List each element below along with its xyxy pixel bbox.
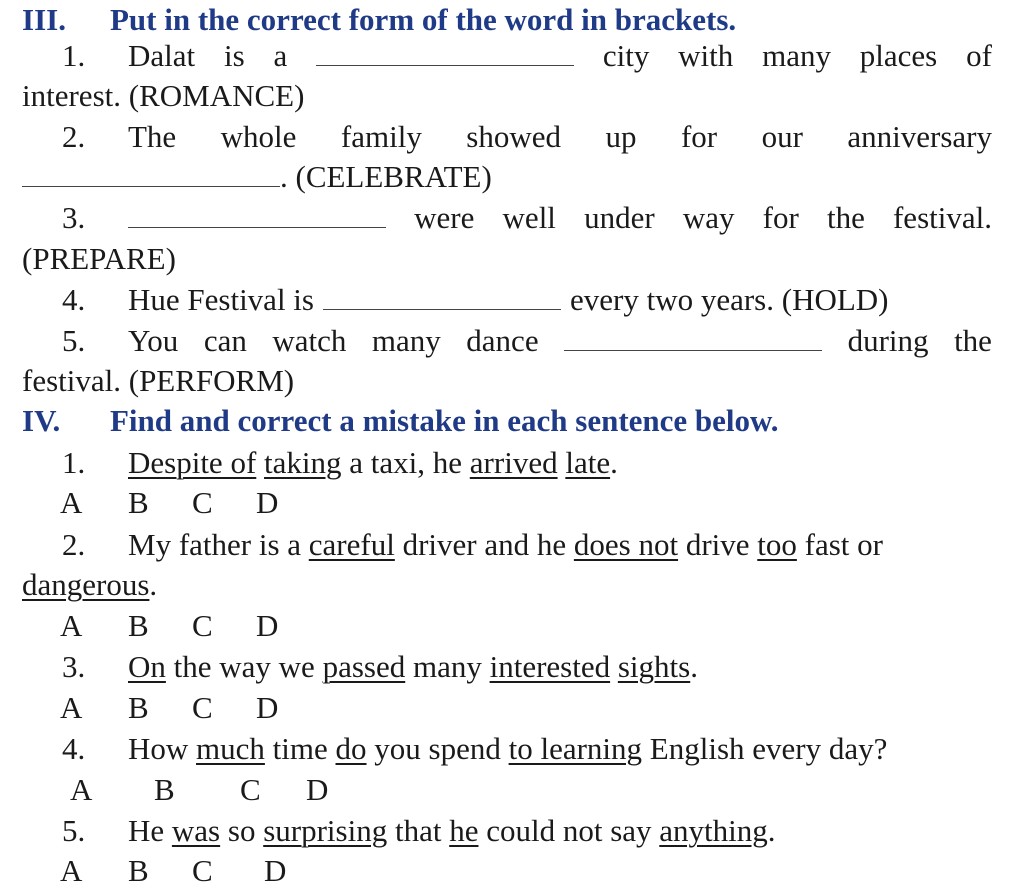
- section-4-heading: [22, 401, 1024, 441]
- option-c[interactable]: C: [192, 485, 213, 520]
- word: for: [680, 119, 718, 154]
- option-b-text: surprising: [263, 813, 388, 848]
- sentence-text: driver and he: [394, 527, 574, 562]
- word: Dalat: [128, 38, 196, 73]
- word: the: [826, 200, 865, 235]
- word: for: [762, 200, 799, 235]
- answer-blank[interactable]: [323, 283, 561, 310]
- s3-item-1-line1: [62, 36, 992, 76]
- option-c-text: do: [335, 731, 367, 766]
- answer-blank[interactable]: [316, 39, 574, 66]
- option-d[interactable]: D: [306, 772, 329, 807]
- option-d-text: to learning: [508, 731, 643, 766]
- sentence-text: that: [387, 813, 450, 848]
- word: of: [966, 38, 992, 73]
- s4-item-2-sentence: [62, 525, 992, 565]
- option-c[interactable]: C: [192, 690, 213, 725]
- word: places: [859, 38, 938, 73]
- sentence-text: drive: [678, 527, 758, 562]
- sentence-text: .: [767, 813, 776, 848]
- s4-item-4-number: 4.: [62, 731, 86, 766]
- word: a: [273, 38, 288, 73]
- option-c[interactable]: C: [192, 608, 213, 643]
- option-d[interactable]: D: [256, 485, 279, 520]
- word: during: [847, 323, 929, 358]
- option-c[interactable]: C: [240, 772, 261, 807]
- sentence-text: fast or: [796, 527, 883, 562]
- word: The: [128, 119, 177, 154]
- s4-item-3-sentence: [62, 647, 992, 687]
- section-4-title: Find and correct a mistake in each sentence below.: [110, 403, 779, 438]
- word: watch: [272, 323, 347, 358]
- word: whole: [220, 119, 297, 154]
- section-3-title: Put in the correct form of the word in brackets.: [110, 2, 737, 37]
- word: many: [371, 323, 441, 358]
- word: dance: [466, 323, 539, 358]
- s3-item-2-line1: [62, 117, 992, 157]
- s4-item-5-number: 5.: [62, 813, 86, 848]
- sentence-text: could not say: [478, 813, 660, 848]
- word: well: [502, 200, 556, 235]
- option-b[interactable]: B: [128, 690, 149, 725]
- option-a[interactable]: A: [70, 772, 93, 807]
- sentence-text: .: [149, 567, 158, 602]
- option-d-text: anything: [659, 813, 768, 848]
- sentence-text: the way we: [165, 649, 323, 684]
- word: city: [602, 38, 650, 73]
- word: festival.: [892, 200, 992, 235]
- s3-item-3-line1: [62, 198, 992, 238]
- sentence-text: [256, 445, 264, 480]
- s4-item-4-sentence: [62, 729, 992, 769]
- s3-item-5-number: 5.: [62, 323, 86, 358]
- sentence-text: How: [128, 731, 197, 766]
- option-a[interactable]: A: [60, 485, 83, 520]
- word: up: [605, 119, 637, 154]
- sentence-text: a taxi, he: [341, 445, 470, 480]
- word: is: [223, 38, 245, 73]
- sentence-text: .: [690, 649, 698, 684]
- option-c-text: interested: [489, 649, 611, 684]
- s4-item-2-line2: [22, 565, 1024, 605]
- hint-text: every two years. (HOLD): [570, 282, 889, 317]
- s3-item-3-line2: (PREPARE): [22, 241, 176, 276]
- sentence-text: you spend: [366, 731, 509, 766]
- section-4-numeral: IV.: [22, 403, 61, 438]
- option-b[interactable]: B: [128, 608, 149, 643]
- option-c-text: he: [449, 813, 479, 848]
- option-b[interactable]: B: [128, 485, 149, 520]
- option-d[interactable]: D: [256, 690, 279, 725]
- option-a-text: On: [128, 649, 166, 684]
- s4-item-5-options: [60, 851, 1024, 891]
- sentence-text: My father is a: [128, 527, 309, 562]
- s3-item-5-line2: festival. (PERFORM): [22, 363, 295, 398]
- s4-item-2-options: [60, 606, 1024, 646]
- word: family: [340, 119, 422, 154]
- option-a[interactable]: A: [60, 690, 83, 725]
- option-d-text: sights: [617, 649, 691, 684]
- option-d[interactable]: D: [256, 608, 279, 643]
- option-c[interactable]: C: [192, 853, 213, 888]
- word: anniversary: [847, 119, 992, 154]
- option-b-text: taking: [264, 445, 342, 480]
- s4-item-3-number: 3.: [62, 649, 86, 684]
- s3-item-1-line2: interest. (ROMANCE): [22, 78, 305, 113]
- word: our: [761, 119, 803, 154]
- section-3-heading: [22, 0, 1024, 40]
- sentence-text: Hue Festival is: [128, 282, 314, 317]
- option-b[interactable]: B: [128, 853, 149, 888]
- s4-item-2-number: 2.: [62, 527, 86, 562]
- option-c-text: too: [757, 527, 797, 562]
- s3-item-2-line2: [22, 157, 1024, 197]
- option-d-text: dangerous: [22, 567, 150, 602]
- word: You: [128, 323, 179, 358]
- option-b-text: much: [196, 731, 265, 766]
- hint-text: . (CELEBRATE): [280, 159, 492, 194]
- word: can: [203, 323, 247, 358]
- option-d-text: late: [565, 445, 611, 480]
- word: way: [682, 200, 735, 235]
- option-a-text: careful: [308, 527, 395, 562]
- option-b-text: does not: [573, 527, 679, 562]
- word: under: [584, 200, 655, 235]
- word: many: [762, 38, 831, 73]
- option-b-text: passed: [322, 649, 406, 684]
- option-a[interactable]: A: [60, 853, 83, 888]
- s3-item-1-number: 1.: [62, 38, 86, 73]
- s3-item-4-line1: [62, 280, 992, 320]
- option-d[interactable]: D: [264, 853, 287, 888]
- word: were: [414, 200, 475, 235]
- option-a-text: was: [171, 813, 221, 848]
- sentence-text: time: [264, 731, 336, 766]
- sentence-text: He: [128, 813, 172, 848]
- sentence-text: .: [610, 445, 618, 480]
- s4-item-4-options: [60, 770, 1024, 810]
- s4-item-1-sentence: [62, 443, 992, 483]
- s3-item-4-number: 4.: [62, 282, 86, 317]
- sentence-text: English every day?: [642, 731, 888, 766]
- s3-item-3-number: 3.: [62, 200, 86, 235]
- s4-item-5-sentence: [62, 811, 992, 851]
- answer-blank[interactable]: [22, 160, 280, 187]
- option-a-text: Despite of: [128, 445, 257, 480]
- sentence-text: so: [220, 813, 264, 848]
- s3-item-5-line1: [62, 321, 992, 361]
- option-a[interactable]: A: [60, 608, 83, 643]
- word: with: [678, 38, 734, 73]
- answer-blank[interactable]: [564, 324, 822, 351]
- s3-item-2-number: 2.: [62, 119, 86, 154]
- word: the: [954, 323, 992, 358]
- word: showed: [466, 119, 562, 154]
- option-b[interactable]: B: [154, 772, 175, 807]
- option-c-text: arrived: [469, 445, 558, 480]
- s4-item-1-options: [60, 483, 1024, 523]
- sentence-text: many: [405, 649, 490, 684]
- answer-blank[interactable]: [128, 201, 386, 228]
- sentence-text: [610, 649, 618, 684]
- s4-item-3-options: [60, 688, 1024, 728]
- s4-item-1-number: 1.: [62, 445, 86, 480]
- section-3-numeral: III.: [22, 2, 66, 37]
